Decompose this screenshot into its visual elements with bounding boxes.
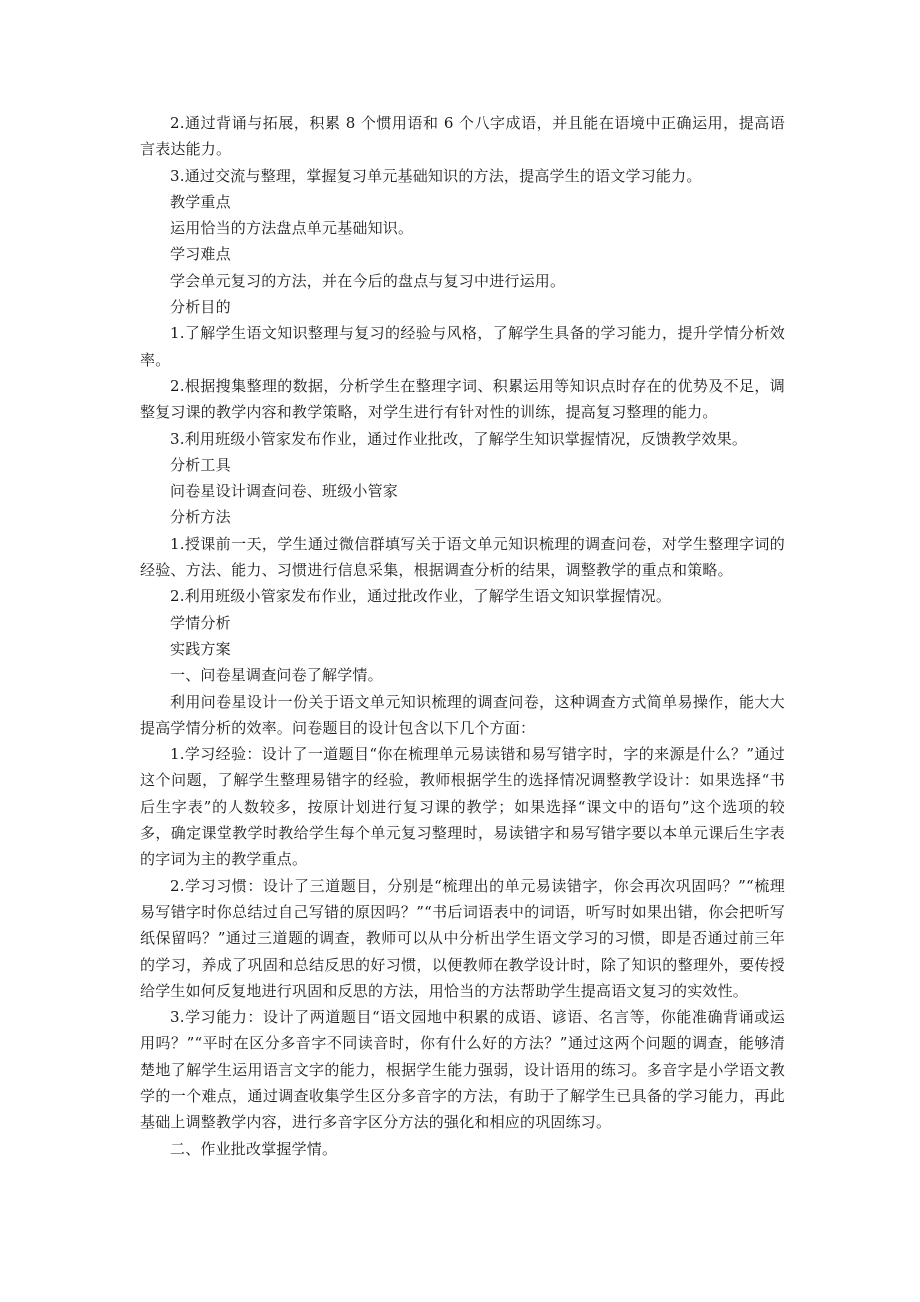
document-body [140, 110, 785, 1162]
paragraph-learning-habits: 2.学习习惯：设计了三道题目，分别是“梳理出的单元易读错字，你会再次巩固吗？”“梳理易写错字时你总结过自己写错的原因吗？”“书后词语表中的词语，听写时如果出错，你会把听写纸保留吗？”通过三道题的调查，教师可以从中分析出学生语文学习的习惯，即是否通过前三年的学习，养成了巩固和总结反思的好习惯，以便教师在教学设计时，除了知识的整理外，要传授给学生如何反复地进行巩固和反思的方法，用恰当的方法帮助学生提高语文复习的实效性。 [140, 876, 785, 1000]
paragraph-purpose-2: 2.根据搜集整理的数据，分析学生在整理字词、积累运用等知识点时存在的优势及不足，调整复习课的教学内容和教学策略，对学生进行有针对性的训练，提高复习整理的能力。 [140, 376, 785, 422]
paragraph-section-one: 一、问卷星调查问卷了解学情。 [170, 666, 383, 685]
heading-learning-analysis: 学情分析 [170, 613, 231, 632]
paragraph-goal-2: 2.通过背诵与拓展，积累 8 个惯用语和 6 个八字成语，并且能在语境中正确运用，提高语言表达能力。 [140, 114, 785, 159]
paragraph-learning-experience: 1.学习经验：设计了一道题目“你在梳理单元易读错和易写错字时，字的来源是什么？”通过这个问题，了解学生整理易错字的经验，教师根据学生的选择情况调整教学设计：如果选择“书后生字表”的人数较多，按原计划进行复习课的教学；如果选择“课文中的语句”这个选项的较多，确定课堂教学时教给学生每个单元复习整理时，易读错字和易写错字要以本单元课后生字表的字词为主的教学重点。 [140, 745, 785, 869]
heading-learning-difficulty: 学习难点 [170, 245, 231, 264]
paragraph-method-2: 2.利用班级小管家发布作业，通过批改作业，了解学生语文知识掌握情况。 [170, 587, 672, 606]
heading-analysis-purpose: 分析目的 [170, 298, 231, 317]
paragraph-section-two: 二、作业批改掌握学情。 [170, 1139, 338, 1158]
paragraph-questionnaire-intro: 利用问卷星设计一份关于语文单元知识梳理的调查问卷，这种调查方式简单易操作，能大大提高学情分析的效率。问卷题目的设计包含以下几个方面： [140, 692, 785, 737]
heading-analysis-methods: 分析方法 [170, 508, 231, 527]
heading-practice-plan: 实践方案 [170, 639, 231, 658]
paragraph-goal-3: 3.通过交流与整理，掌握复习单元基础知识的方法，提高学生的语文学习能力。 [170, 166, 702, 185]
paragraph-analysis-tools: 问卷星设计调查问卷、班级小管家 [170, 482, 399, 501]
paragraph-purpose-1: 1.了解学生语文知识整理与复习的经验与风格，了解学生具备的学习能力，提升学情分析效率。 [140, 324, 785, 369]
paragraph-learning-ability: 3.学习能力：设计了两道题目“语文园地中积累的成语、谚语、名言等，你能准确背诵或运用吗？”“平时在区分多音字不同读音时，你有什么好的方法？”通过这两个问题的调查，能够清楚地了解学生运用语言文字的能力，根据学生能力强弱，设计语用的练习。多音字是小学语文教学的一个难点，通过调查收集学生区分多音字的方法，有助于了解学生已具备的学习能力，再此基础上调整教学内容，进行多音字区分方法的强化和相应的巩固练习。 [140, 1008, 785, 1132]
heading-teaching-focus: 教学重点 [170, 192, 231, 211]
heading-analysis-tools: 分析工具 [170, 455, 231, 474]
paragraph-purpose-3: 3.利用班级小管家发布作业，通过作业批改，了解学生知识掌握情况，反馈教学效果。 [170, 429, 748, 448]
paragraph-teaching-focus: 运用恰当的方法盘点单元基础知识。 [170, 219, 414, 238]
paragraph-method-1: 1.授课前一天，学生通过微信群填写关于语文单元知识梳理的调查问卷，对学生整理字词的经验、方法、能力、习惯进行信息采集，根据调查分析的结果，调整教学的重点和策略。 [140, 534, 785, 580]
paragraph-learning-difficulty: 学会单元复习的方法，并在今后的盘点与复习中进行运用。 [170, 271, 566, 290]
